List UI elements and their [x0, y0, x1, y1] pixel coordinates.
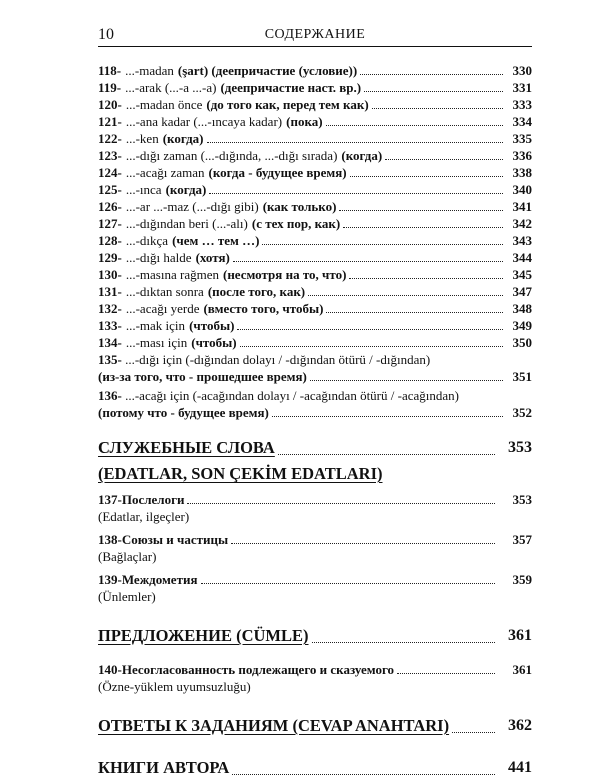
entry-number: 130- — [98, 267, 122, 282]
section-books — [98, 757, 532, 779]
entry-russian: (как только) — [262, 199, 337, 214]
entry-page: 341 — [512, 199, 532, 214]
toc-entry — [98, 113, 532, 130]
entry-russian: (из-за того, что - прошедшее время) — [98, 369, 307, 384]
entry-page: 342 — [512, 216, 532, 231]
dot-leader — [201, 583, 496, 584]
entry-russian: (когда) — [165, 182, 207, 197]
entry-turkish: ...-acağı yerde — [125, 301, 200, 316]
subsection-agreement — [98, 661, 532, 695]
entry-turkish: ...-acağı zaman — [125, 165, 205, 180]
entry-page: 351 — [512, 369, 532, 384]
entry-number: 135- — [98, 352, 122, 367]
section-title: КНИГИ АВТОРА — [98, 758, 230, 777]
entry-russian: (с тех пор, как) — [251, 216, 341, 231]
entry-page: 336 — [512, 148, 532, 163]
dot-leader — [312, 642, 495, 643]
entry-turkish: ...-dığı için (-dığından dolayı / -dığından ötürü / -dığından) — [125, 352, 431, 367]
subsection-page: 361 — [512, 662, 532, 677]
entry-number: 126- — [98, 199, 122, 214]
entry-number: 124- — [98, 165, 122, 180]
section-page: 353 — [508, 439, 532, 456]
dot-leader — [326, 125, 503, 126]
entry-turkish: ...-ana kadar (...-ıncaya kadar) — [125, 114, 283, 129]
dot-leader — [240, 346, 503, 347]
entry-turkish: ...-ınca — [125, 182, 162, 197]
entry-russian: (чтобы) — [191, 335, 237, 350]
toc-entry — [98, 249, 532, 266]
toc-entry-135 — [98, 351, 532, 385]
dot-leader — [272, 416, 503, 417]
entry-russian: (потому что - будущее время) — [98, 405, 269, 420]
entry-number: 125- — [98, 182, 122, 197]
dot-leader — [360, 74, 503, 75]
entry-page: 334 — [512, 114, 532, 129]
subsection-page: 359 — [512, 572, 532, 587]
section-subtitle-row — [98, 463, 532, 485]
dot-leader — [262, 244, 503, 245]
toc-entry — [98, 96, 532, 113]
entry-turkish: ...-ar ...-maz (...-dığı gibi) — [125, 199, 259, 214]
toc-entry — [98, 317, 532, 334]
dot-leader — [209, 193, 503, 194]
section-title: СЛУЖЕБНЫЕ СЛОВА — [98, 438, 275, 457]
entry-number: 122- — [98, 131, 122, 146]
page-number: 10 — [98, 26, 114, 43]
dot-leader — [232, 774, 495, 775]
toc-entry — [98, 198, 532, 215]
entry-turkish: ...-ması için — [125, 335, 188, 350]
toc-entry — [98, 300, 532, 317]
entry-russian: (чтобы) — [189, 318, 235, 333]
section-title: ОТВЕТЫ К ЗАДАНИЯМ (CEVAP ANAHTARI) — [98, 716, 450, 735]
section-page: 441 — [508, 759, 532, 776]
section-answers — [98, 715, 532, 737]
toc-entry — [98, 181, 532, 198]
dot-leader — [350, 176, 503, 177]
toc-entry — [98, 130, 532, 147]
section-subtitle: (EDATLAR, SON ÇEKİM EDATLARI) — [98, 464, 383, 483]
subsection-note: (Ünlemler) — [98, 589, 156, 604]
dot-leader — [372, 108, 503, 109]
dot-leader — [231, 543, 495, 544]
toc-entry — [98, 283, 532, 300]
section-title: ПРЕДЛОЖЕНИЕ (CÜMLE) — [98, 626, 309, 645]
dot-leader — [364, 91, 503, 92]
toc-entry-136 — [98, 387, 532, 421]
entry-turkish: ...-madan — [125, 63, 174, 78]
dot-leader — [343, 227, 503, 228]
entry-page: 340 — [512, 182, 532, 197]
entry-number: 121- — [98, 114, 122, 129]
table-of-contents — [98, 62, 532, 779]
entry-russian: (хотя) — [195, 250, 230, 265]
header-title: СОДЕРЖАНИЕ — [264, 27, 366, 42]
entry-turkish: ...-acağı için (-acağından dolayı / -acağından ötürü / -acağından) — [125, 388, 459, 403]
entry-turkish: ...-arak (...-a ...-a) — [125, 80, 217, 95]
entry-turkish: ...-madan önce — [125, 97, 203, 112]
entry-russian: (вместо того, чтобы) — [203, 301, 324, 316]
entry-page: 349 — [512, 318, 532, 333]
entry-russian: (чем … тем …) — [172, 233, 260, 248]
entry-page: 350 — [512, 335, 532, 350]
entry-page: 343 — [512, 233, 532, 248]
entry-number: 134- — [98, 335, 122, 350]
subsection-postpositions — [98, 491, 532, 525]
entry-page: 352 — [512, 405, 532, 420]
entry-number: 129- — [98, 250, 122, 265]
dot-leader — [326, 312, 503, 313]
entry-russian: (деепричастие наст. вр.) — [220, 80, 362, 95]
entry-russian: (şart) (деепричастие (условие)) — [177, 63, 358, 78]
entry-russian: (когда - будущее время) — [208, 165, 347, 180]
entry-page: 348 — [512, 301, 532, 316]
subsection-title: 138-Союзы и частицы — [98, 532, 229, 547]
entry-page: 338 — [512, 165, 532, 180]
entry-number: 131- — [98, 284, 122, 299]
entry-number: 133- — [98, 318, 122, 333]
entry-page: 344 — [512, 250, 532, 265]
toc-entry — [98, 79, 532, 96]
entry-turkish: ...-dıkça — [125, 233, 169, 248]
entry-turkish: ...-dığından beri (...-alı) — [125, 216, 248, 231]
dot-leader — [452, 732, 495, 733]
entry-russian: (когда) — [162, 131, 204, 146]
entry-page: 331 — [512, 80, 532, 95]
subsection-note: (Özne-yüklem uyumsuzluğu) — [98, 679, 251, 694]
page-header — [98, 20, 532, 47]
toc-entry — [98, 147, 532, 164]
dot-leader — [310, 380, 503, 381]
entry-turkish: ...-dığı halde — [125, 250, 192, 265]
entry-page: 335 — [512, 131, 532, 146]
entry-page: 333 — [512, 97, 532, 112]
entry-turkish: ...-dıktan sonra — [125, 284, 204, 299]
dot-leader — [237, 329, 503, 330]
dot-leader — [278, 454, 495, 455]
section-sentence — [98, 625, 532, 647]
toc-entry — [98, 334, 532, 351]
subsection-note: (Bağlaçlar) — [98, 549, 157, 564]
entry-number: 119- — [98, 80, 122, 95]
dot-leader — [187, 503, 495, 504]
entry-russian: (когда) — [341, 148, 383, 163]
dot-leader — [349, 278, 503, 279]
subsection-page: 357 — [512, 532, 532, 547]
subsection-title: 140-Несогласованность подлежащего и сказуемого — [98, 662, 395, 677]
entry-number: 123- — [98, 148, 122, 163]
entry-number: 118- — [98, 63, 122, 78]
subsection-title: 139-Междометия — [98, 572, 198, 587]
section-page: 362 — [508, 717, 532, 734]
dot-leader — [308, 295, 503, 296]
entry-russian: (после того, как) — [207, 284, 306, 299]
dot-leader — [385, 159, 503, 160]
entry-russian: (несмотря на то, что) — [222, 267, 347, 282]
section-service-words — [98, 437, 532, 459]
entry-russian: (пока) — [286, 114, 323, 129]
entry-turkish: ...-mak için — [125, 318, 186, 333]
toc-entry — [98, 215, 532, 232]
entry-russian: (до того как, перед тем как) — [206, 97, 369, 112]
entry-number: 128- — [98, 233, 122, 248]
subsection-conjunctions — [98, 531, 532, 565]
subsection-title: 137-Послелоги — [98, 492, 185, 507]
toc-entry — [98, 164, 532, 181]
section-page: 361 — [508, 627, 532, 644]
entry-number: 136- — [98, 388, 122, 403]
entry-number: 120- — [98, 97, 122, 112]
entry-turkish: ...-dığı zaman (...-dığında, ...-dığı sırada) — [125, 148, 338, 163]
subsection-interjections — [98, 571, 532, 605]
entry-turkish: ...-ken — [125, 131, 159, 146]
toc-entry — [98, 266, 532, 283]
dot-leader — [207, 142, 503, 143]
entry-number: 132- — [98, 301, 122, 316]
entry-turkish: ...-masına rağmen — [125, 267, 219, 282]
dot-leader — [233, 261, 503, 262]
dot-leader — [397, 673, 495, 674]
entry-page: 345 — [512, 267, 532, 282]
entry-page: 330 — [512, 63, 532, 78]
toc-entry — [98, 62, 532, 79]
entry-number: 127- — [98, 216, 122, 231]
toc-entry — [98, 232, 532, 249]
toc-entries — [98, 62, 532, 351]
subsection-note: (Edatlar, ilgeçler) — [98, 509, 190, 524]
subsection-page: 353 — [512, 492, 532, 507]
entry-page: 347 — [512, 284, 532, 299]
dot-leader — [339, 210, 503, 211]
